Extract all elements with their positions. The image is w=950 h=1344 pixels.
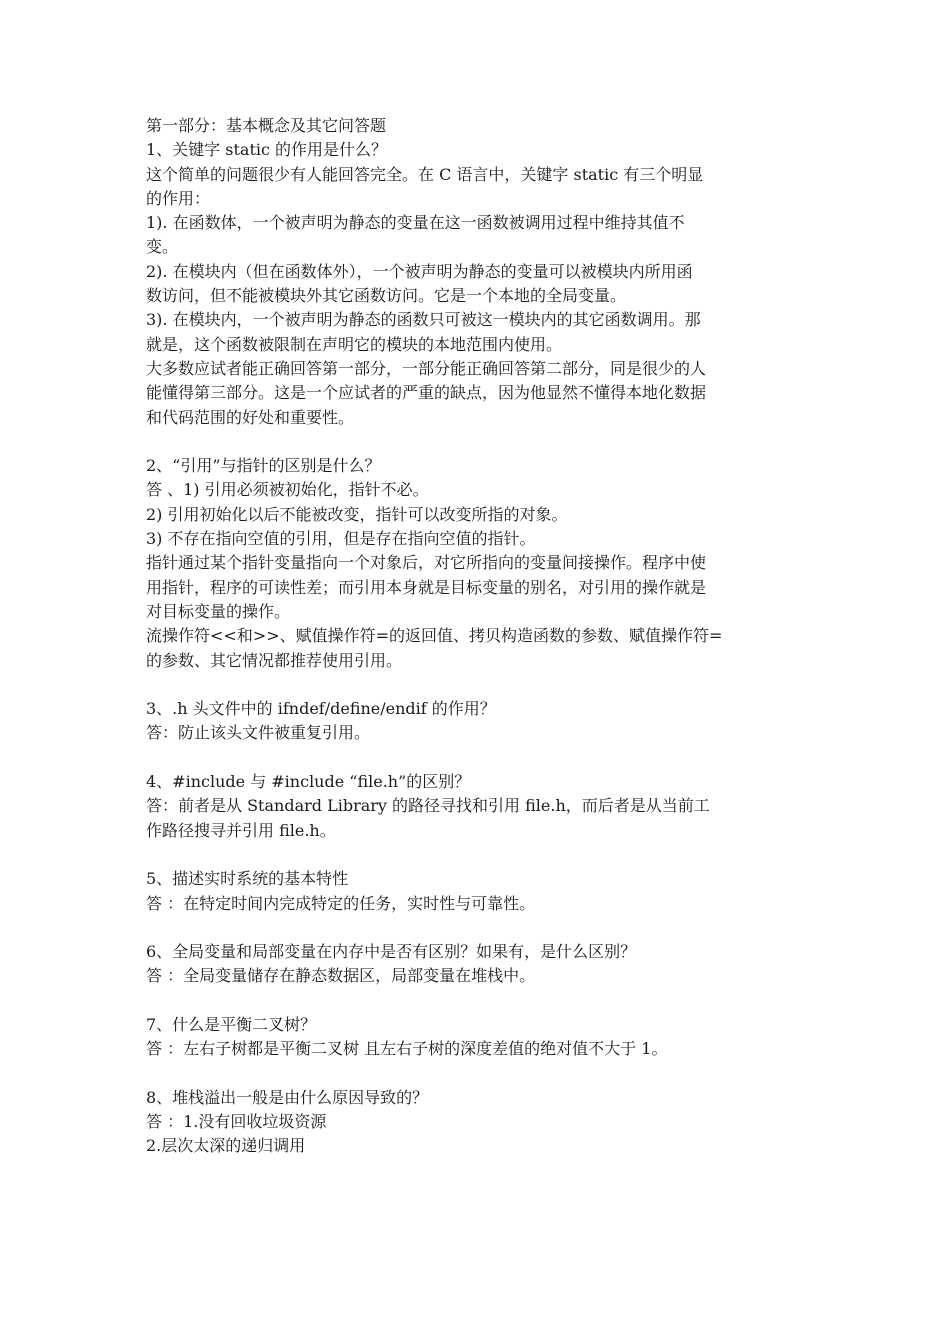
question-2: 2、“引用”与指针的区别是什么？ (146, 456, 381, 476)
answer-text: 答：防止该头文件被重复引用。 (146, 723, 371, 743)
section-heading: 第一部分：基本概念及其它问答题 (146, 116, 387, 135)
blank-line (146, 430, 810, 454)
answer-text: 答 ：左右子树都是平衡二叉树 且左右子树的深度差值的绝对值不大于 1。 (146, 1039, 668, 1059)
answer-text: 指针通过某个指针变量指向一个对象后，对它所指向的变量间接操作。程序中使 (146, 553, 707, 573)
answer-text: 就是，这个函数被限制在声明它的模块的本地范围内使用。 (146, 334, 563, 354)
answer-text: 数访问，但不能被模块外其它函数访问。它是一个本地的全局变量。 (146, 286, 627, 306)
blank-line (146, 989, 810, 1013)
question-3: 3、.h 头文件中的 ifndef/define/endif 的作用？ (146, 699, 496, 719)
answer-text: 的作用： (146, 188, 211, 208)
answer-text: 答 ：全局变量储存在静态数据区，局部变量在堆栈中。 (146, 966, 536, 986)
blank-line (146, 673, 810, 697)
question-7: 7、什么是平衡二叉树？ (146, 1014, 317, 1034)
blank-line (146, 1062, 810, 1086)
answer-text: 流操作符<<和>>、赋值操作符=的返回值、拷贝构造函数的参数、赋值操作符= (146, 626, 723, 646)
answer-text: 2). 在模块内（但在函数体外），一个被声明为静态的变量可以被模块内所用函 (146, 261, 693, 281)
answer-text: 这个简单的问题很少有人能回答完全。在 C 语言中，关键字 static 有三个明显 (146, 164, 704, 184)
answer-text: 变。 (146, 237, 179, 257)
answer-text: 2.层次太深的递归调用 (146, 1136, 306, 1156)
blank-line (146, 746, 810, 770)
answer-text: 答 ：在特定时间内完成特定的任务，实时性与可靠性。 (146, 893, 536, 913)
question-6: 6、全局变量和局部变量在内存中是否有区别？如果有，是什么区别？ (146, 942, 637, 962)
answer-text: 大多数应试者能正确回答第一部分，一部分能正确回答第二部分，同是很少的人 (146, 358, 707, 378)
answer-text: 3). 在模块内，一个被声明为静态的函数只可被这一模块内的其它函数调用。那 (146, 310, 701, 330)
question-5: 5、描述实时系统的基本特性 (146, 869, 349, 889)
blank-line (146, 916, 810, 940)
answer-text: 和代码范围的好处和重要性。 (146, 407, 355, 427)
question-1: 1、关键字 static 的作用是什么？ (146, 140, 388, 160)
question-8: 8、堆栈溢出一般是由什么原因导致的？ (146, 1087, 429, 1107)
answer-text: 能懂得第三部分。这是一个应试者的严重的缺点，因为他显然不懂得本地化数据 (146, 383, 707, 403)
answer-text: 作路径搜寻并引用 file.h。 (146, 820, 336, 840)
answer-text: 2) 引用初始化以后不能被改变，指针可以改变所指的对象。 (146, 504, 568, 524)
answer-text: 的参数、其它情况都推荐使用引用。 (146, 650, 403, 670)
answer-text: 1). 在函数体，一个被声明为静态的变量在这一函数被调用过程中维持其值不 (146, 213, 685, 233)
answer-text: 用指针，程序的可读性差；而引用本身就是目标变量的别名，对引用的操作就是 (146, 577, 707, 597)
answer-text: 答 ：1.没有回收垃圾资源 (146, 1112, 327, 1132)
answer-text: 答 、1) 引用必须被初始化，指针不必。 (146, 480, 429, 500)
blank-line (146, 843, 810, 867)
answer-text: 答：前者是从 Standard Library 的路径寻找和引用 file.h，而后者是从当前工 (146, 796, 710, 816)
answer-text: 3) 不存在指向空值的引用，但是存在指向空值的指针。 (146, 529, 536, 549)
document-page (146, 114, 810, 1159)
answer-text: 对目标变量的操作。 (146, 601, 291, 621)
question-4: 4、#include 与 #include “file.h”的区别？ (146, 772, 471, 792)
